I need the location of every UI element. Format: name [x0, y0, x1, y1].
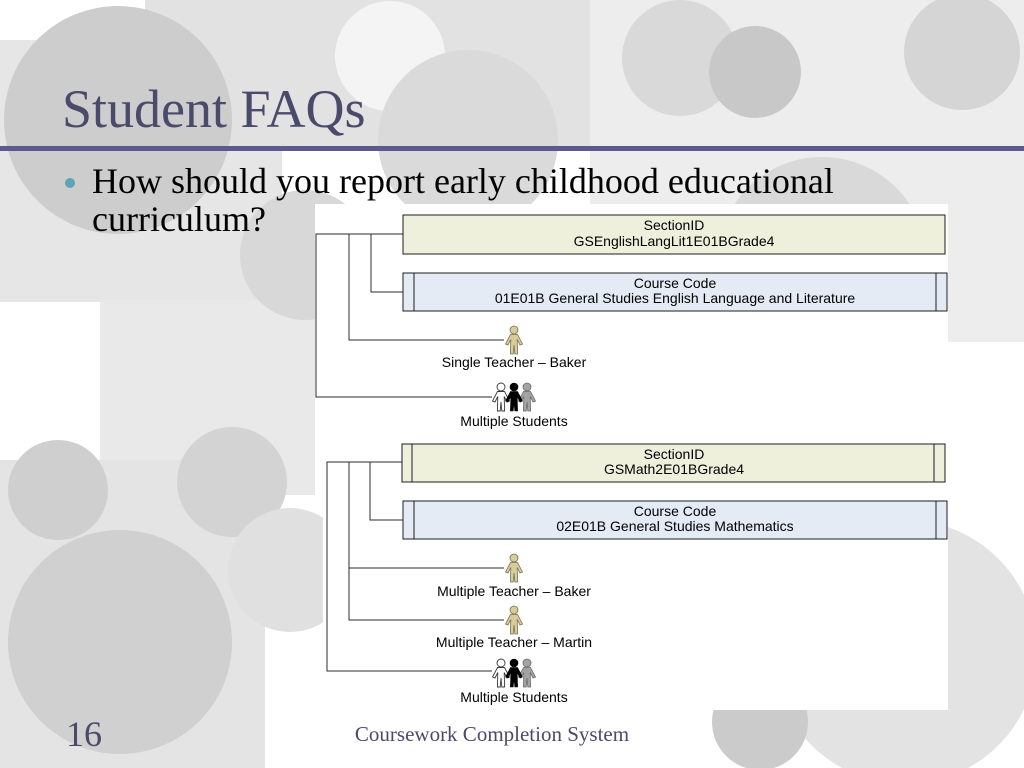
section-id-label: SectionID	[643, 446, 705, 462]
section-id-value: GSEnglishLangLit1E01BGrade4	[573, 233, 775, 249]
course-code-box	[403, 273, 947, 311]
course-code-label: Course Code	[633, 503, 717, 519]
title-rule	[0, 146, 1024, 151]
course-code-value: 02E01B General Studies Mathematics	[556, 518, 794, 534]
slide-title: Student FAQs	[62, 79, 366, 139]
teacher-label: Multiple Teacher – Baker	[437, 583, 591, 599]
bullet-text: How should you report early childhood educational curriculum?	[92, 161, 834, 239]
students-label: Multiple Students	[460, 689, 568, 705]
section-id-box	[403, 215, 945, 254]
teacher-label: Single Teacher – Baker	[441, 354, 587, 370]
section-id-label: SectionID	[643, 217, 705, 233]
course-code-box	[403, 501, 947, 539]
section-id-value: GSMath2E01BGrade4	[603, 461, 745, 477]
background-circle	[709, 26, 801, 118]
course-code-value: 01E01B General Studies English Language and Literature	[494, 290, 856, 306]
footer-text: Coursework Completion System	[354, 722, 630, 746]
slide-number: 16	[66, 714, 102, 754]
section-hierarchy-diagram	[315, 204, 948, 710]
bullet-dot	[65, 178, 75, 188]
background-circle	[8, 530, 232, 754]
course-code-label: Course Code	[633, 275, 717, 291]
students-label: Multiple Students	[460, 413, 568, 429]
background-circle	[8, 440, 108, 540]
teacher-label: Multiple Teacher – Martin	[435, 634, 593, 650]
section-id-box	[402, 444, 945, 482]
